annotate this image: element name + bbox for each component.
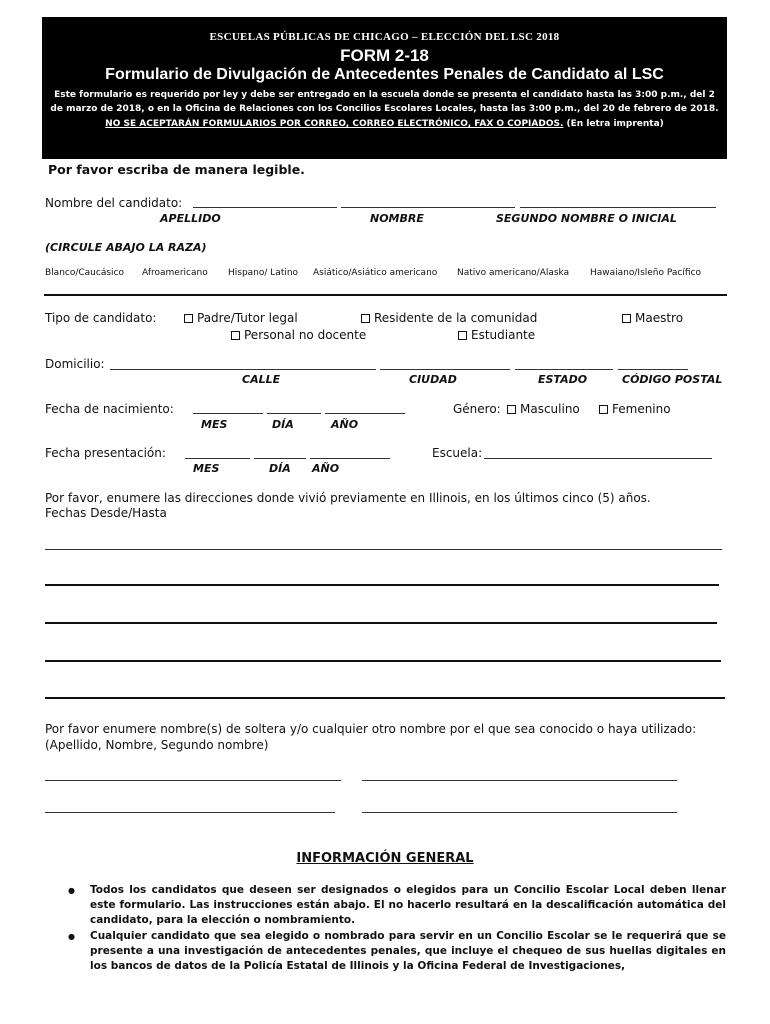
last-name-caption: APELLIDO [160,212,221,225]
warning-suffix: (En letra imprenta) [566,119,664,129]
gender-female-option[interactable]: Femenino [599,402,671,416]
other-names-instruction: Por favor enumere nombre(s) de soltera y/o cualquier otro nombre por el que sea conocido o haya utilizado: [45,722,697,736]
birth-month-caption: MES [201,418,228,431]
checkbox-icon[interactable] [184,314,193,323]
prior-address-line-4[interactable] [45,660,721,662]
school-input[interactable] [484,458,712,459]
type-student-option[interactable]: Estudiante [458,328,535,342]
street-caption: CALLE [242,373,281,386]
gender-male-option[interactable]: Masculino [507,402,580,416]
checkbox-icon[interactable] [458,331,467,340]
school-label: Escuela: [432,446,483,460]
type-teacher-option[interactable]: Maestro [622,311,683,325]
checkbox-icon[interactable] [599,405,608,414]
birth-month-input[interactable] [193,413,263,414]
deadline-note: Este formulario es requerido por ley y debe ser entregado en la escuela donde se presenta el candidato hasta las 3:00 p.m., del 2 de marzo de 2018, o en la Oficina de Relaciones con los Concilios Escolares Locales, hasta las 3:00 p.m., del 20 de febrero de 2018. [50,90,719,114]
legibility-instruction: Por favor escriba de manera legible. [48,162,305,177]
submission-day-input[interactable] [254,458,306,459]
section-divider [44,294,727,296]
prior-address-line-1[interactable] [45,549,722,550]
first-name-input[interactable] [341,207,515,208]
checkbox-icon[interactable] [231,331,240,340]
district-election-title: ESCUELAS PÚBLICAS DE CHICAGO – ELECCIÓN DEL LSC 2018 [209,31,560,43]
birth-day-caption: DÍA [272,418,294,431]
race-option-hispanic[interactable]: Hispano/ Latino [228,268,299,278]
race-heading: (CIRCULE ABAJO LA RAZA) [45,241,207,254]
dates-from-to-caption: Fechas Desde/Hasta [45,506,167,520]
submission-day-caption: DÍA [269,462,291,475]
race-option-native-american[interactable]: Nativo americano/Alaska [457,268,570,278]
race-option-white[interactable]: Blanco/Caucásico [45,268,124,278]
race-option-african-american[interactable]: Afroamericano [142,268,208,278]
type-parent-option[interactable]: Padre/Tutor legal [184,311,298,325]
checkbox-icon[interactable] [361,314,370,323]
form-title: Formulario de Divulgación de Antecedentes Penales de Candidato al LSC [105,66,664,83]
birth-date-label: Fecha de nacimiento: [45,402,174,416]
first-name-caption: NOMBRE [370,212,424,225]
prior-address-line-2[interactable] [45,584,719,586]
street-input[interactable] [110,369,376,370]
gender-label: Género: [453,402,501,416]
prior-address-line-3[interactable] [45,622,717,624]
state-caption: ESTADO [538,373,588,386]
type-community-option[interactable]: Residente de la comunidad [361,311,537,325]
other-names-caption: (Apellido, Nombre, Segundo nombre) [45,738,269,752]
form-header [42,17,727,159]
prior-addresses-instruction: Por favor, enumere las direcciones donde vivió previamente en Illinois, en los últimos cinco (5) años. [45,491,651,505]
submission-warning [42,117,727,131]
submission-date-label: Fecha presentación: [45,446,166,460]
last-name-input[interactable] [193,207,337,208]
other-name-input-1[interactable] [45,780,341,781]
submission-month-input[interactable] [185,458,250,459]
race-option-pacific-islander[interactable]: Hawaiano/Isleño Pacífico [590,268,701,278]
candidate-type-label: Tipo de candidato: [45,311,157,325]
middle-name-input[interactable] [520,207,716,208]
checkbox-icon[interactable] [507,405,516,414]
type-non-teaching-option[interactable]: Personal no docente [231,328,366,342]
general-info-list [68,883,726,975]
general-info-heading: INFORMACIÓN GENERAL [296,851,474,866]
checkbox-icon[interactable] [622,314,631,323]
middle-name-caption: SEGUNDO NOMBRE O INICIAL [496,212,677,225]
city-caption: CIUDAD [409,373,457,386]
submission-year-input[interactable] [310,458,390,459]
list-item: ● Cualquier candidato que sea elegido o nombrado para servir en un Concilio Escolar se le requerirá que se presente a una investigación de antecedentes penales, que incluye el chequeo de sus huellas digitales en los bancos de datos de la Policía Estatal de Illinois y la Oficina Federal de Investigaciones, [68,929,726,974]
birth-year-caption: AÑO [331,418,359,431]
other-name-input-4[interactable] [362,812,677,813]
zip-caption: CÓDIGO POSTAL [622,373,723,386]
birth-day-input[interactable] [267,413,321,414]
warning-text: NO SE ACEPTARÁN FORMULARIOS POR CORREO, CORREO ELECTRÓNICO, FAX O COPIADOS. [105,119,564,129]
candidate-name-label: Nombre del candidato: [45,196,183,210]
prior-address-line-5[interactable] [45,697,725,699]
state-input[interactable] [515,369,613,370]
form-number: FORM 2-18 [340,46,429,65]
submission-month-caption: MES [193,462,220,475]
list-item: ● Todos los candidatos que deseen ser designados o elegidos para un Concilio Escolar Local deben llenar este formulario. Las instrucciones están abajo. El no hacerlo resultará en la descalificación automática del candidato, para la elección o nombramiento. [68,883,726,928]
zip-input[interactable] [618,369,688,370]
other-name-input-2[interactable] [362,780,677,781]
submission-year-caption: AÑO [312,462,340,475]
birth-year-input[interactable] [325,413,405,414]
address-label: Domicilio: [45,357,105,371]
other-name-input-3[interactable] [45,812,335,813]
race-option-asian[interactable]: Asiático/Asiático americano [313,268,438,278]
city-input[interactable] [380,369,510,370]
